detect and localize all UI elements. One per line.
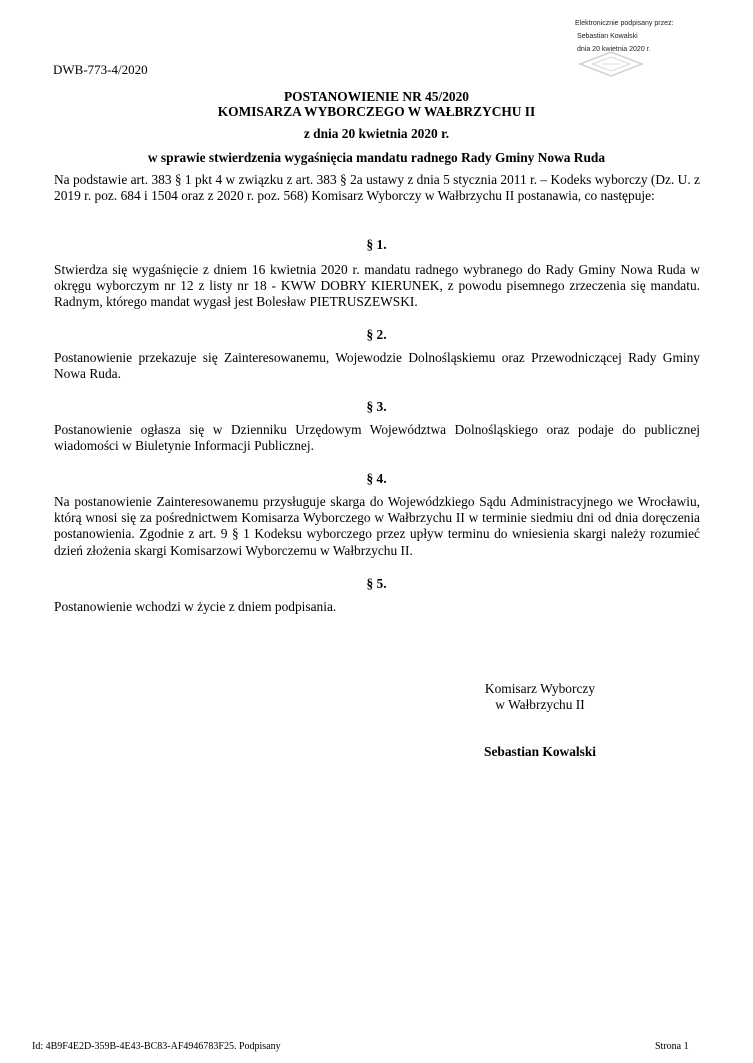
signatory-role-line-2: w Wałbrzychu II: [495, 697, 585, 712]
section-text-5: Postanowienie wchodzi w życie z dniem podpisania.: [54, 599, 337, 614]
signatory-name: Sebastian Kowalski: [484, 744, 596, 759]
signature-line-2: Sebastian Kowalski: [577, 33, 638, 40]
section-text-4: Na postanowienie Zainteresowanemu przysługuje skarga do Wojewódzkiego Sądu Administracyjnego we Wrocławiu, którą wnosi się za pośrednictwem Komisarza Wyborczego w Wałbrzychu II w terminie siedmiu dni od dnia doręczenia postanowienia. Zgodnie z art. 9 § 1 Kodeksu wyborczego przez upływ terminu do wniesienia skargi należy rozumieć dzień złożenia skargi Komisarzowi Wyborczemu w Wałbrzychu II.: [54, 494, 700, 558]
preamble-paragraph: Na podstawie art. 383 § 1 pkt 4 w związku z art. 383 § 2a ustawy z dnia 5 stycznia 2011 r. – Kodeks wyborczy (Dz. U. z 2019 r. poz. 684 i 1504 oraz z 2020 r. poz. 568) Komisarz Wyborczy w Wałbrzychu II postanawia, co następuje:: [54, 172, 700, 204]
document-number: DWB-773-4/2020: [53, 62, 148, 77]
issuer-title: KOMISARZA WYBORCZEGO W WAŁBRZYCHU II: [217, 104, 536, 119]
section-text-3: Postanowienie ogłasza się w Dzienniku Urzędowym Województwa Dolnośląskiego oraz podaje do publicznej wiadomości w Biuletynie Informacji Publicznej.: [54, 422, 700, 454]
decision-date: z dnia 20 kwietnia 2020 r.: [303, 126, 450, 141]
section-heading-1: § 1.: [366, 237, 387, 252]
section-text-2: Postanowienie przekazuje się Zainteresowanemu, Wojewodzie Dolnośląskiemu oraz Przewodniczącej Rady Gminy Nowa Ruda.: [54, 350, 700, 382]
decision-title: POSTANOWIENIE NR 45/2020: [283, 89, 469, 104]
decision-subject: w sprawie stwierdzenia wygaśnięcia mandatu radnego Rady Gminy Nowa Ruda: [147, 150, 606, 165]
section-text-1: Stwierdza się wygaśnięcie z dniem 16 kwietnia 2020 r. mandatu radnego wybranego do Rady Gminy Nowa Ruda w okręgu wyborczym nr 12 z listy nr 18 - KWW DOBRY KIERUNEK, z powodu pisemnego zrzeczenia się mandatu. Radnym, którego mandat wygasł jest Bolesław PIETRUSZEWSKI.: [54, 262, 700, 310]
signature-line-3: dnia 20 kwietnia 2020 r.: [577, 46, 651, 53]
document-id-footer: Id: 4B9F4E2D-359B-4E43-BC83-AF4946783F25. Podpisany: [32, 1041, 281, 1052]
signature-line-1: Elektronicznie podpisany przez:: [575, 20, 674, 27]
section-heading-4: § 4.: [366, 471, 387, 486]
signatory-role: [480, 681, 600, 713]
section-heading-2: § 2.: [366, 327, 387, 342]
signature-seal-icon: [578, 51, 644, 77]
section-heading-3: § 3.: [366, 399, 387, 414]
signatory-role-line-1: Komisarz Wyborczy: [484, 681, 596, 696]
page-number: Strona 1: [655, 1041, 689, 1052]
section-heading-5: § 5.: [366, 576, 387, 591]
